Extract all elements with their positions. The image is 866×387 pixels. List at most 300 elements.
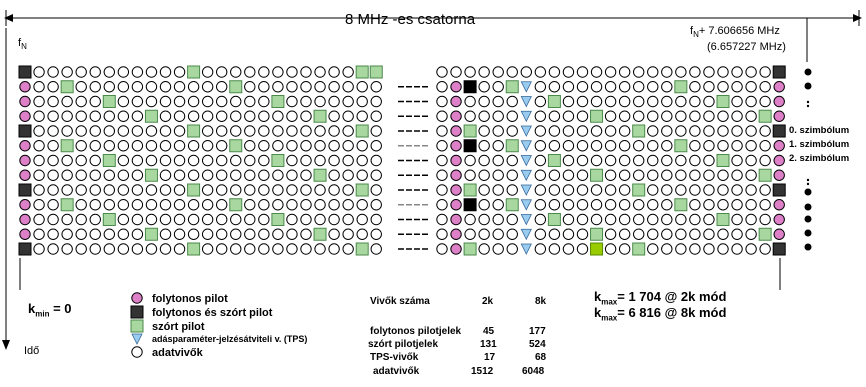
data-carrier [118, 82, 128, 92]
data-carrier [329, 96, 339, 106]
data-carrier [62, 170, 72, 180]
data-carrier [577, 82, 587, 92]
data-carrier [76, 155, 86, 165]
data-carrier [648, 82, 658, 92]
data-carrier [90, 96, 100, 106]
channel-title: 8 MHz -es csatorna [345, 11, 476, 28]
data-carrier [718, 170, 728, 180]
data-carrier [231, 185, 241, 195]
data-carrier [132, 126, 142, 136]
data-carrier [535, 229, 545, 239]
data-carrier [479, 170, 489, 180]
data-carrier [690, 170, 700, 180]
continuous-pilot [20, 214, 30, 224]
data-carrier [90, 82, 100, 92]
data-carrier [62, 67, 72, 77]
data-carrier [662, 155, 672, 165]
data-carrier [259, 155, 269, 165]
data-carrier [301, 214, 311, 224]
data-carrier [605, 244, 615, 254]
data-carrier [704, 67, 714, 77]
data-carrier [648, 244, 658, 254]
data-carrier [591, 67, 601, 77]
table-row-8k: 6048 [522, 366, 545, 377]
data-carrier [357, 214, 367, 224]
data-carrier [732, 141, 742, 151]
data-carrier [90, 200, 100, 210]
data-carrier [479, 126, 489, 136]
scattered-pilot [188, 66, 200, 78]
data-carrier [160, 82, 170, 92]
data-carrier [118, 126, 128, 136]
data-carrier [690, 155, 700, 165]
data-carrier [634, 82, 644, 92]
data-carrier [160, 185, 170, 195]
data-carrier [634, 200, 644, 210]
scattered-pilot [356, 66, 368, 78]
data-carrier [619, 155, 629, 165]
data-carrier [760, 244, 770, 254]
table-header-2k: 2k [482, 296, 494, 307]
data-carrier [662, 82, 672, 92]
data-carrier [662, 96, 672, 106]
continuous-pilot [774, 111, 784, 121]
data-carrier [217, 155, 227, 165]
data-carrier [76, 200, 86, 210]
table-row-8k: 68 [535, 352, 547, 363]
upper-frequency-alt: (6.657227 MHz) [707, 41, 786, 53]
data-carrier [90, 185, 100, 195]
data-carrier [760, 185, 770, 195]
data-carrier [634, 111, 644, 121]
scattered-pilot [759, 169, 771, 181]
data-carrier [118, 96, 128, 106]
data-carrier [34, 82, 44, 92]
data-carrier [287, 170, 297, 180]
tps-carrier [521, 126, 531, 136]
data-carrier [648, 229, 658, 239]
data-carrier [76, 214, 86, 224]
data-carrier [34, 96, 44, 106]
data-carrier [605, 155, 615, 165]
data-carrier [507, 126, 517, 136]
data-carrier [174, 200, 184, 210]
data-carrier [746, 126, 756, 136]
data-carrier [132, 200, 142, 210]
data-carrier [690, 229, 700, 239]
data-carrier [48, 141, 58, 151]
data-carrier [202, 141, 212, 151]
data-carrier [34, 170, 44, 180]
data-carrier [118, 155, 128, 165]
data-carrier [718, 67, 728, 77]
data-carrier [273, 185, 283, 195]
data-carrier [62, 229, 72, 239]
scattered-pilot [717, 155, 729, 167]
data-carrier [577, 96, 587, 106]
data-carrier [273, 111, 283, 121]
data-carrier [535, 170, 545, 180]
scattered-pilot [675, 81, 687, 93]
data-carrier [90, 141, 100, 151]
data-carrier [329, 111, 339, 121]
data-carrier [535, 126, 545, 136]
continuous-pilot [451, 141, 461, 151]
table-row-2k: 1512 [471, 366, 494, 377]
data-carrier [605, 141, 615, 151]
scattered-pilot [633, 184, 645, 196]
data-carrier [301, 155, 311, 165]
data-carrier [371, 185, 381, 195]
data-carrier [132, 141, 142, 151]
data-carrier [718, 200, 728, 210]
data-carrier [329, 155, 339, 165]
data-carrier [479, 155, 489, 165]
data-carrier [507, 67, 517, 77]
data-carrier [732, 126, 742, 136]
pink-circle-icon [132, 293, 142, 303]
data-carrier [287, 214, 297, 224]
data-carrier [577, 200, 587, 210]
scattered-pilot [314, 228, 326, 240]
data-carrier [48, 126, 58, 136]
kmin-label: $k_{min} = 0$ [28, 301, 72, 319]
data-carrier [217, 126, 227, 136]
data-carrier [343, 67, 353, 77]
data-carrier [329, 200, 339, 210]
data-carrier [301, 126, 311, 136]
data-carrier [619, 126, 629, 136]
data-carrier [343, 141, 353, 151]
data-carrier [34, 214, 44, 224]
data-carrier [329, 170, 339, 180]
data-carrier [535, 244, 545, 254]
data-carrier [676, 229, 686, 239]
data-carrier [535, 96, 545, 106]
data-carrier [451, 67, 461, 77]
scattered-pilot [548, 96, 560, 108]
data-carrier [493, 214, 503, 224]
tps-carrier [521, 200, 531, 210]
continuous-pilot [20, 111, 30, 121]
data-carrier [662, 126, 672, 136]
data-carrier [174, 155, 184, 165]
data-carrier [634, 141, 644, 151]
data-carrier [619, 141, 629, 151]
ellipsis-dot [807, 105, 809, 107]
data-carrier [217, 96, 227, 106]
data-carrier [315, 141, 325, 151]
data-carrier [48, 244, 58, 254]
data-carrier [62, 155, 72, 165]
data-carrier [704, 170, 714, 180]
continuous-pilot [451, 229, 461, 239]
data-carrier [301, 200, 311, 210]
data-carrier [146, 200, 156, 210]
data-carrier [160, 141, 170, 151]
data-carrier [704, 96, 714, 106]
continuous-pilot [451, 244, 461, 254]
data-carrier [746, 200, 756, 210]
data-carrier [634, 214, 644, 224]
scattered-pilot [717, 96, 729, 108]
data-carrier [315, 155, 325, 165]
data-carrier [690, 67, 700, 77]
data-carrier [479, 229, 489, 239]
data-carrier [535, 141, 545, 151]
data-carrier [301, 229, 311, 239]
data-carrier [648, 67, 658, 77]
continuous-scattered-pilot [773, 125, 785, 137]
data-carrier [549, 82, 559, 92]
data-carrier [704, 82, 714, 92]
data-carrier [287, 67, 297, 77]
black-square-icon [131, 306, 143, 318]
data-carrier [704, 111, 714, 121]
scattered-pilot [356, 184, 368, 196]
data-carrier [104, 82, 114, 92]
continuous-pilot [20, 141, 30, 151]
data-carrier [76, 170, 86, 180]
data-carrier [48, 111, 58, 121]
symbol-label-0: 0. szimbólum [789, 125, 850, 136]
data-carrier [104, 111, 114, 121]
data-carrier [563, 96, 573, 106]
data-carrier [174, 214, 184, 224]
data-carrier [493, 244, 503, 254]
data-carrier [273, 82, 283, 92]
continuous-pilot [451, 214, 461, 224]
data-carrier [188, 111, 198, 121]
data-carrier [160, 244, 170, 254]
data-carrier [90, 111, 100, 121]
data-carrier [76, 141, 86, 151]
data-carrier [535, 200, 545, 210]
data-carrier [48, 200, 58, 210]
scattered-pilot [464, 184, 476, 196]
table-row-2k: 45 [483, 326, 495, 337]
data-carrier [437, 126, 447, 136]
data-carrier [231, 111, 241, 121]
data-carrier [760, 141, 770, 151]
data-carrier [259, 229, 269, 239]
data-carrier [648, 126, 658, 136]
data-carrier [648, 111, 658, 121]
data-carrier [329, 214, 339, 224]
row-bullet [805, 69, 812, 76]
data-carrier [259, 214, 269, 224]
data-carrier [132, 67, 142, 77]
data-carrier [493, 126, 503, 136]
data-carrier [690, 96, 700, 106]
continuous-pilot [774, 229, 784, 239]
data-carrier [549, 185, 559, 195]
scattered-pilot [591, 228, 603, 240]
data-carrier [732, 214, 742, 224]
data-carrier [259, 141, 269, 151]
data-carrier [132, 111, 142, 121]
data-carrier [90, 155, 100, 165]
fn-label: $f_N$ [18, 37, 27, 52]
scattered-pilot [548, 214, 560, 226]
data-carrier [563, 155, 573, 165]
data-carrier [174, 96, 184, 106]
data-carrier [357, 229, 367, 239]
row-bullet [805, 244, 812, 251]
data-carrier [718, 126, 728, 136]
table-row-label: adatvivők [373, 366, 420, 377]
data-carrier [62, 185, 72, 195]
data-carrier [287, 141, 297, 151]
data-carrier [676, 155, 686, 165]
data-carrier [760, 155, 770, 165]
data-carrier [619, 96, 629, 106]
data-carrier [357, 111, 367, 121]
row-bullet [805, 204, 812, 211]
data-carrier [34, 141, 44, 151]
data-carrier [690, 82, 700, 92]
data-carrier [301, 170, 311, 180]
row-bullet [805, 216, 812, 223]
data-carrier [676, 126, 686, 136]
data-carrier [160, 126, 170, 136]
data-carrier [245, 244, 255, 254]
data-carrier [577, 111, 587, 121]
data-carrier [76, 67, 86, 77]
data-carrier [591, 141, 601, 151]
scattered-pilot [759, 228, 771, 240]
data-carrier [662, 229, 672, 239]
data-carrier [146, 96, 156, 106]
data-carrier [591, 155, 601, 165]
data-carrier [90, 244, 100, 254]
data-carrier [437, 185, 447, 195]
scattered-pilot [506, 140, 518, 152]
scattered-pilot [103, 214, 115, 226]
data-carrier [76, 126, 86, 136]
data-carrier [146, 244, 156, 254]
data-carrier [90, 67, 100, 77]
continuous-pilot [451, 126, 461, 136]
data-carrier [732, 155, 742, 165]
data-carrier [479, 141, 489, 151]
data-carrier [104, 200, 114, 210]
data-carrier [315, 244, 325, 254]
data-carrier [563, 82, 573, 92]
data-carrier [732, 67, 742, 77]
data-carrier [549, 67, 559, 77]
data-carrier [619, 200, 629, 210]
scattered-pilot [370, 66, 382, 78]
data-carrier [732, 229, 742, 239]
data-carrier [301, 96, 311, 106]
data-carrier [591, 214, 601, 224]
data-carrier [577, 155, 587, 165]
table-row-label: szórt pilotjelek [368, 339, 439, 350]
tps-carrier [521, 97, 531, 107]
data-carrier [704, 244, 714, 254]
data-carrier [188, 155, 198, 165]
data-carrier [704, 229, 714, 239]
data-carrier [746, 185, 756, 195]
data-carrier [259, 200, 269, 210]
white-circle-icon [132, 347, 142, 357]
data-carrier [690, 214, 700, 224]
data-carrier [231, 170, 241, 180]
data-carrier [174, 126, 184, 136]
data-carrier [34, 200, 44, 210]
scattered-pilot [145, 110, 157, 122]
legend-item-scattered-pilot: szórt pilot [152, 321, 205, 333]
data-carrier [202, 229, 212, 239]
data-carrier [315, 96, 325, 106]
data-carrier [174, 141, 184, 151]
data-carrier [634, 155, 644, 165]
data-carrier [437, 214, 447, 224]
data-carrier [746, 141, 756, 151]
data-carrier [273, 170, 283, 180]
data-carrier [160, 170, 170, 180]
data-carrier [343, 82, 353, 92]
data-carrier [746, 82, 756, 92]
data-carrier [48, 170, 58, 180]
continuous-pilot [774, 155, 784, 165]
data-carrier [132, 170, 142, 180]
data-carrier [634, 170, 644, 180]
data-carrier [465, 111, 475, 121]
table-row-label: TPS-vivők [370, 352, 419, 363]
data-carrier [704, 214, 714, 224]
data-carrier [146, 141, 156, 151]
data-carrier [34, 67, 44, 77]
table-row-8k: 524 [529, 339, 546, 350]
table-row-2k: 131 [480, 339, 497, 350]
data-carrier [676, 111, 686, 121]
symbol-label-2: 2. szimbólum [789, 153, 850, 164]
data-carrier [690, 244, 700, 254]
scattered-pilot [61, 81, 73, 93]
data-carrier [287, 185, 297, 195]
data-carrier [287, 96, 297, 106]
data-carrier [619, 244, 629, 254]
scattered-pilot [675, 199, 687, 211]
data-carrier [217, 185, 227, 195]
data-carrier [605, 96, 615, 106]
data-carrier [563, 141, 573, 151]
data-carrier [493, 200, 503, 210]
data-carrier [357, 141, 367, 151]
tps-carrier [521, 244, 531, 254]
data-carrier [619, 111, 629, 121]
data-carrier [343, 155, 353, 165]
data-carrier [329, 67, 339, 77]
green-square-icon [131, 320, 143, 332]
data-carrier [563, 200, 573, 210]
data-carrier [732, 244, 742, 254]
data-carrier [315, 185, 325, 195]
data-carrier [231, 126, 241, 136]
data-carrier [118, 111, 128, 121]
data-carrier [619, 214, 629, 224]
data-carrier [535, 185, 545, 195]
data-carrier [662, 214, 672, 224]
data-carrier [174, 67, 184, 77]
data-carrier [245, 155, 255, 165]
data-carrier [315, 200, 325, 210]
data-carrier [245, 111, 255, 121]
data-carrier [563, 67, 573, 77]
kmax-2k-label: $k_{max}= 1$ 704 @ 2k mód [594, 289, 727, 307]
